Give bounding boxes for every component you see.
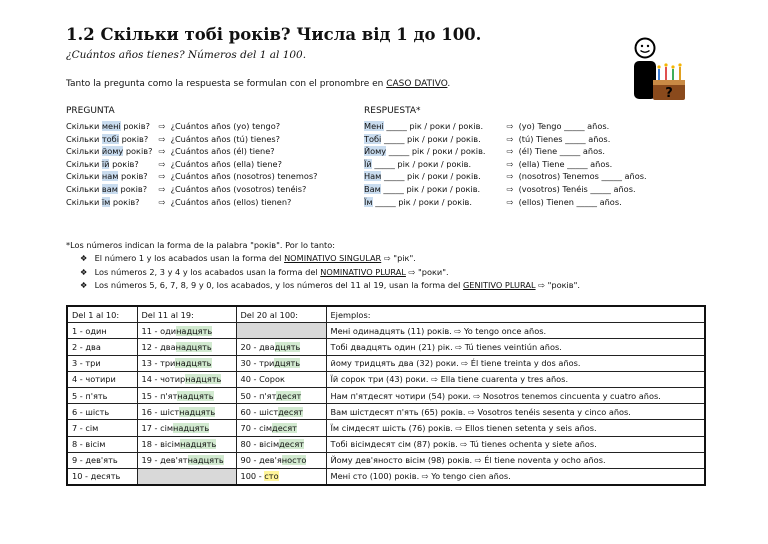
number-root: три xyxy=(259,358,275,369)
teens-cell xyxy=(137,404,236,420)
number-root: шіст xyxy=(259,406,279,417)
answer-pronoun: Тобі xyxy=(364,133,382,144)
answer-row xyxy=(364,183,647,196)
number-suffix: надцять xyxy=(185,374,222,385)
arrow-icon: ⇨ xyxy=(506,196,514,207)
table-header-row xyxy=(67,306,705,323)
table-header-cell: Del 11 al 19: xyxy=(137,306,236,323)
arrow-icon: ⇨ xyxy=(454,325,462,336)
units-cell: 6 - шість xyxy=(67,404,137,420)
number-suffix: сто xyxy=(264,471,279,482)
number-label: 19 - xyxy=(141,455,161,466)
question-row xyxy=(66,158,317,171)
units-cell: 1 - один xyxy=(67,323,137,339)
question-post: років? xyxy=(118,171,148,182)
answer-row xyxy=(364,158,647,171)
question-pre: Скільки xyxy=(66,158,102,169)
note-before: Los números 5, 6, 7, 8, 9 y 0, los acabados, y los números del 11 al 19, usan la forma del xyxy=(92,280,463,290)
answer-uk xyxy=(364,170,504,183)
answer-uk xyxy=(364,158,504,171)
question-es: ¿Cuántos años (yo) tengo? xyxy=(168,121,281,131)
note-after: ⇨ "роки". xyxy=(405,266,449,277)
number-root: сім xyxy=(160,422,174,433)
arrow-icon: ⇨ xyxy=(506,133,514,144)
arrow-icon: ⇨ xyxy=(473,390,481,401)
example-uk: Мені сто (100) років. xyxy=(330,471,422,482)
answer-rest: _____ рік / роки / років. xyxy=(380,183,481,194)
number-suffix: десят xyxy=(278,406,304,417)
question-es: ¿Cuántos años (nosotros) tenemos? xyxy=(168,171,318,182)
page-subtitle: ¿Cuántos años tienes? Números del 1 al 100. xyxy=(66,49,307,61)
answer-row xyxy=(364,145,647,158)
number-suffix: надцять xyxy=(175,358,212,369)
table-row xyxy=(67,339,705,355)
example-es: Ella tiene cuarenta y tres años. xyxy=(437,374,569,385)
example-uk: Тобі двадцять один (21) рік. xyxy=(330,341,456,352)
arrow-icon: ⇨ xyxy=(468,406,475,417)
example-uk: йому тридцять два (32) роки. xyxy=(330,358,462,369)
example-cell xyxy=(326,436,705,452)
example-es: Ellos tienen setenta y seis años. xyxy=(462,422,597,433)
table-header-cell: Ejemplos: xyxy=(326,306,705,323)
table-row xyxy=(67,355,705,371)
tens-cell xyxy=(236,436,326,452)
number-root: чотир xyxy=(160,374,186,385)
answer-pronoun: Йому xyxy=(364,146,387,157)
number-suffix: дцять xyxy=(274,358,301,369)
question-uk xyxy=(66,196,156,209)
arrow-icon: ⇨ xyxy=(158,196,166,207)
teens-cell xyxy=(137,355,236,371)
example-uk: Їй сорок три (43) роки. xyxy=(330,374,432,385)
units-cell: 9 - дев'ять xyxy=(67,452,137,468)
question-uk xyxy=(66,170,156,183)
teens-cell xyxy=(137,339,236,355)
number-label: 12 - xyxy=(141,341,161,352)
arrow-icon: ⇨ xyxy=(158,121,166,131)
example-cell xyxy=(326,468,705,485)
number-root: дев'ят xyxy=(160,455,188,466)
answer-pronoun: Нам xyxy=(364,171,382,182)
number-root: сім xyxy=(259,422,273,433)
tens-cell xyxy=(236,339,326,355)
number-label: 100 - xyxy=(240,471,265,482)
number-root: Сорок xyxy=(259,374,285,385)
question-pre: Скільки xyxy=(66,196,102,207)
question-post: років? xyxy=(110,196,140,207)
arrow-icon: ⇨ xyxy=(455,422,463,433)
question-es: ¿Cuántos años (vosotros) tenéis? xyxy=(168,183,307,194)
question-es: ¿Cuántos años (tú) tienes? xyxy=(168,133,280,144)
number-label: 40 - xyxy=(240,374,260,385)
number-label: 15 - xyxy=(141,390,161,401)
answer-rest: _____ рік / роки / років. xyxy=(372,196,472,207)
units-cell: 5 - п'ять xyxy=(67,387,137,403)
answer-uk xyxy=(364,145,504,158)
number-suffix: надцять xyxy=(176,325,213,336)
diamond-bullet-icon: ❖ xyxy=(80,253,88,263)
number-suffix: носто xyxy=(281,455,307,466)
units-cell: 10 - десять xyxy=(67,468,137,485)
arrow-icon: ⇨ xyxy=(158,146,166,157)
example-es: Yo tengo cien años. xyxy=(428,471,511,482)
answer-rest: _____ рік / роки / років. xyxy=(386,146,486,157)
units-cell: 8 - вісім xyxy=(67,436,137,452)
table-row xyxy=(67,468,705,485)
question-pronoun: їм xyxy=(101,196,111,207)
arrow-icon: ⇨ xyxy=(460,439,468,450)
answer-rest: _____ рік / роки / років. xyxy=(371,158,472,169)
number-label: 18 - xyxy=(141,439,161,450)
number-label: 90 - xyxy=(240,455,260,466)
note-after: ⇨ "рік". xyxy=(381,253,416,263)
arrow-icon: ⇨ xyxy=(506,146,514,157)
example-cell xyxy=(326,387,705,403)
arrow-icon: ⇨ xyxy=(158,183,166,194)
cake-question-mark: ? xyxy=(665,86,673,101)
diamond-bullet-icon: ❖ xyxy=(80,280,88,290)
example-cell xyxy=(326,452,705,468)
number-root: п'ят xyxy=(160,390,178,401)
question-list xyxy=(66,120,317,208)
number-suffix: дцять xyxy=(274,341,301,352)
answer-es: (él) Tiene _____ años. xyxy=(516,146,605,157)
number-suffix: десят xyxy=(279,439,305,450)
answer-uk xyxy=(364,120,504,133)
tens-cell xyxy=(236,355,326,371)
answer-es: (vosotros) Tenéis _____ años. xyxy=(516,183,636,194)
question-pre: Скільки xyxy=(66,171,102,182)
answer-list xyxy=(364,120,647,208)
number-suffix: надцять xyxy=(180,439,217,450)
note-item xyxy=(66,253,580,267)
arrow-icon: ⇨ xyxy=(455,341,463,352)
note-term: NOMINATIVO SINGULAR xyxy=(284,253,382,263)
example-uk: Нам п'ятдесят чотири (54) роки. xyxy=(330,390,474,401)
example-es: Tú tienes veintiún años. xyxy=(462,341,562,352)
number-label: 13 - xyxy=(141,358,161,369)
question-post: років? xyxy=(117,183,148,194)
arrow-icon: ⇨ xyxy=(431,374,438,385)
question-post: років? xyxy=(120,121,150,131)
answer-uk xyxy=(364,196,504,209)
answer-es: (tú) Tienes _____ años. xyxy=(516,133,611,144)
respuesta-heading: RESPUESTA* xyxy=(364,106,421,116)
question-pronoun: вам xyxy=(101,183,118,194)
child-with-birthday-cake-icon xyxy=(626,36,698,108)
question-uk xyxy=(66,145,156,158)
question-pre: Скільки xyxy=(66,121,102,131)
table-row xyxy=(67,387,705,403)
note-term: NOMINATIVO PLURAL xyxy=(320,266,406,277)
question-row xyxy=(66,133,317,146)
note-after: ⇨ "років". xyxy=(535,280,580,290)
number-root: вісім xyxy=(259,439,280,450)
example-es: Vosotros tenéis sesenta y cinco años. xyxy=(474,406,631,417)
answer-rest: _____ рік / роки / років. xyxy=(381,133,481,144)
teens-cell xyxy=(137,323,236,339)
units-cell: 4 - чотири xyxy=(67,371,137,387)
number-suffix: надцять xyxy=(179,406,216,417)
example-es: Él tiene noventa y ocho años. xyxy=(481,455,606,466)
note-item xyxy=(66,267,580,281)
example-uk: Тобі вісімдесят сім (87) років. xyxy=(330,439,461,450)
arrow-icon: ⇨ xyxy=(158,171,166,182)
answer-row xyxy=(364,196,647,209)
table-row xyxy=(67,323,705,339)
question-row xyxy=(66,145,317,158)
teens-cell xyxy=(137,387,236,403)
tens-cell xyxy=(236,468,326,485)
tens-cell xyxy=(236,452,326,468)
number-suffix: надцять xyxy=(175,341,212,352)
number-root: шіст xyxy=(160,406,180,417)
number-root: три xyxy=(160,358,176,369)
number-label: 17 - xyxy=(141,422,161,433)
units-cell: 7 - сім xyxy=(67,420,137,436)
number-label: 70 - xyxy=(240,422,260,433)
arrow-icon: ⇨ xyxy=(158,158,166,169)
note-before: Los números 2, 3 y 4 y los acabados usan la forma del xyxy=(92,266,321,277)
example-cell xyxy=(326,323,705,339)
example-es: Yo tengo once años. xyxy=(461,325,547,336)
teens-cell xyxy=(137,468,236,485)
example-uk: Їм сімдесят шість (76) років. xyxy=(330,422,456,433)
intro-text: Tanto la pregunta como la respuesta se formulan con el pronombre en CASO DATIVO. xyxy=(66,79,451,89)
number-label: 14 - xyxy=(141,374,161,385)
arrow-icon: ⇨ xyxy=(421,471,429,482)
answer-row xyxy=(364,170,647,183)
number-suffix: десят xyxy=(272,422,297,433)
notes-intro: *Los números indican la forma de la palabra "років". Por lo tanto: xyxy=(66,240,336,250)
number-root: два xyxy=(160,341,176,352)
number-label: 16 - xyxy=(141,406,161,417)
arrow-icon: ⇨ xyxy=(474,455,482,466)
diamond-bullet-icon: ❖ xyxy=(80,266,88,277)
table-header-cell: Del 20 al 100: xyxy=(236,306,326,323)
answer-es: (nosotros) Tenemos _____ años. xyxy=(516,171,647,182)
number-suffix: надцять xyxy=(187,455,224,466)
number-label: 11 - xyxy=(141,325,161,336)
number-root: вісім xyxy=(160,439,181,450)
teens-cell xyxy=(137,452,236,468)
table-header-cell: Del 1 al 10: xyxy=(67,306,137,323)
question-post: років? xyxy=(118,133,149,144)
arrow-icon: ⇨ xyxy=(506,171,514,182)
tens-cell xyxy=(236,371,326,387)
question-pre: Скільки xyxy=(66,183,102,194)
question-post: років? xyxy=(123,146,153,157)
question-uk xyxy=(66,158,156,171)
question-pronoun: їй xyxy=(101,158,110,169)
question-es: ¿Cuántos años (él) tiene? xyxy=(168,146,275,157)
question-es: ¿Cuántos años (ella) tiene? xyxy=(168,158,282,169)
number-label: 60 - xyxy=(240,406,260,417)
arrow-icon: ⇨ xyxy=(158,133,166,144)
number-label: 50 - xyxy=(240,390,260,401)
number-label: 80 - xyxy=(240,439,260,450)
example-uk: Йому дев'яносто вісім (98) років. xyxy=(330,455,475,466)
notes xyxy=(66,240,580,294)
table-row xyxy=(67,404,705,420)
number-suffix: десят xyxy=(276,390,302,401)
pregunta-heading: PREGUNTA xyxy=(66,106,115,116)
question-pre: Скільки xyxy=(66,133,102,144)
example-cell xyxy=(326,355,705,371)
question-row xyxy=(66,170,317,183)
number-root: два xyxy=(259,341,275,352)
question-row xyxy=(66,120,317,133)
example-uk: Мені одинадцять (11) років. xyxy=(330,325,455,336)
question-row xyxy=(66,196,317,209)
answer-uk xyxy=(364,133,504,146)
tens-cell xyxy=(236,387,326,403)
answer-es: (yo) Tengo _____ años. xyxy=(516,121,610,131)
answer-es: (ella) Tiene _____ años. xyxy=(516,158,613,169)
answer-pronoun: Їй xyxy=(364,158,372,169)
table-row xyxy=(67,436,705,452)
example-es: Nosotros tenemos cincuenta y cuatro años. xyxy=(480,390,661,401)
question-pronoun: тобі xyxy=(101,133,119,144)
note-before: El número 1 y los acabados usan la forma del xyxy=(92,253,285,263)
answer-uk xyxy=(364,183,504,196)
number-suffix: надцять xyxy=(173,422,210,433)
question-uk xyxy=(66,183,156,196)
number-root: дев'я xyxy=(259,455,282,466)
note-item xyxy=(66,280,580,294)
units-cell: 3 - три xyxy=(67,355,137,371)
answer-pronoun: Вам xyxy=(364,183,381,194)
table-row xyxy=(67,452,705,468)
answer-row xyxy=(364,133,647,146)
tens-cell xyxy=(236,404,326,420)
tens-cell xyxy=(236,323,326,339)
numbers-table xyxy=(66,305,706,486)
arrow-icon: ⇨ xyxy=(506,158,514,169)
example-es: Tú tienes ochenta y siete años. xyxy=(467,439,597,450)
example-cell xyxy=(326,404,705,420)
answer-pronoun: Мені xyxy=(364,121,384,131)
example-cell xyxy=(326,420,705,436)
tens-cell xyxy=(236,420,326,436)
number-label: 20 - xyxy=(240,341,260,352)
question-pronoun: нам xyxy=(101,171,119,182)
question-uk xyxy=(66,133,156,146)
teens-cell xyxy=(137,371,236,387)
example-cell xyxy=(326,339,705,355)
question-uk xyxy=(66,120,156,133)
question-pre: Скільки xyxy=(66,146,102,157)
answer-es: (ellos) Tienen _____ años. xyxy=(516,196,622,207)
number-label: 30 - xyxy=(240,358,260,369)
arrow-icon: ⇨ xyxy=(506,183,514,194)
units-cell: 2 - два xyxy=(67,339,137,355)
number-suffix: надцять xyxy=(177,390,214,401)
answer-rest: _____ рік / роки / років. xyxy=(383,121,484,131)
number-root: п'ят xyxy=(259,390,277,401)
note-term: GENITIVO PLURAL xyxy=(462,280,536,290)
answer-row xyxy=(364,120,647,133)
teens-cell xyxy=(137,420,236,436)
table-row xyxy=(67,420,705,436)
example-cell xyxy=(326,371,705,387)
question-row xyxy=(66,183,317,196)
arrow-icon: ⇨ xyxy=(506,121,514,131)
question-pronoun: йому xyxy=(101,146,124,157)
page-title: 1.2 Скільки тобі років? Числа від 1 до 100. xyxy=(66,25,482,44)
question-pronoun: мені xyxy=(101,121,121,131)
answer-rest: _____ рік / роки / років. xyxy=(381,171,481,182)
example-uk: Вам шістдесят п'ять (65) років. xyxy=(330,406,469,417)
teens-cell xyxy=(137,436,236,452)
arrow-icon: ⇨ xyxy=(461,358,469,369)
answer-pronoun: Їм xyxy=(364,196,373,207)
question-es: ¿Cuántos años (ellos) tienen? xyxy=(168,196,292,207)
table-row xyxy=(67,371,705,387)
example-es: Él tiene treinta y dos años. xyxy=(468,358,581,369)
number-root: оди xyxy=(160,325,177,336)
question-post: років? xyxy=(109,158,139,169)
